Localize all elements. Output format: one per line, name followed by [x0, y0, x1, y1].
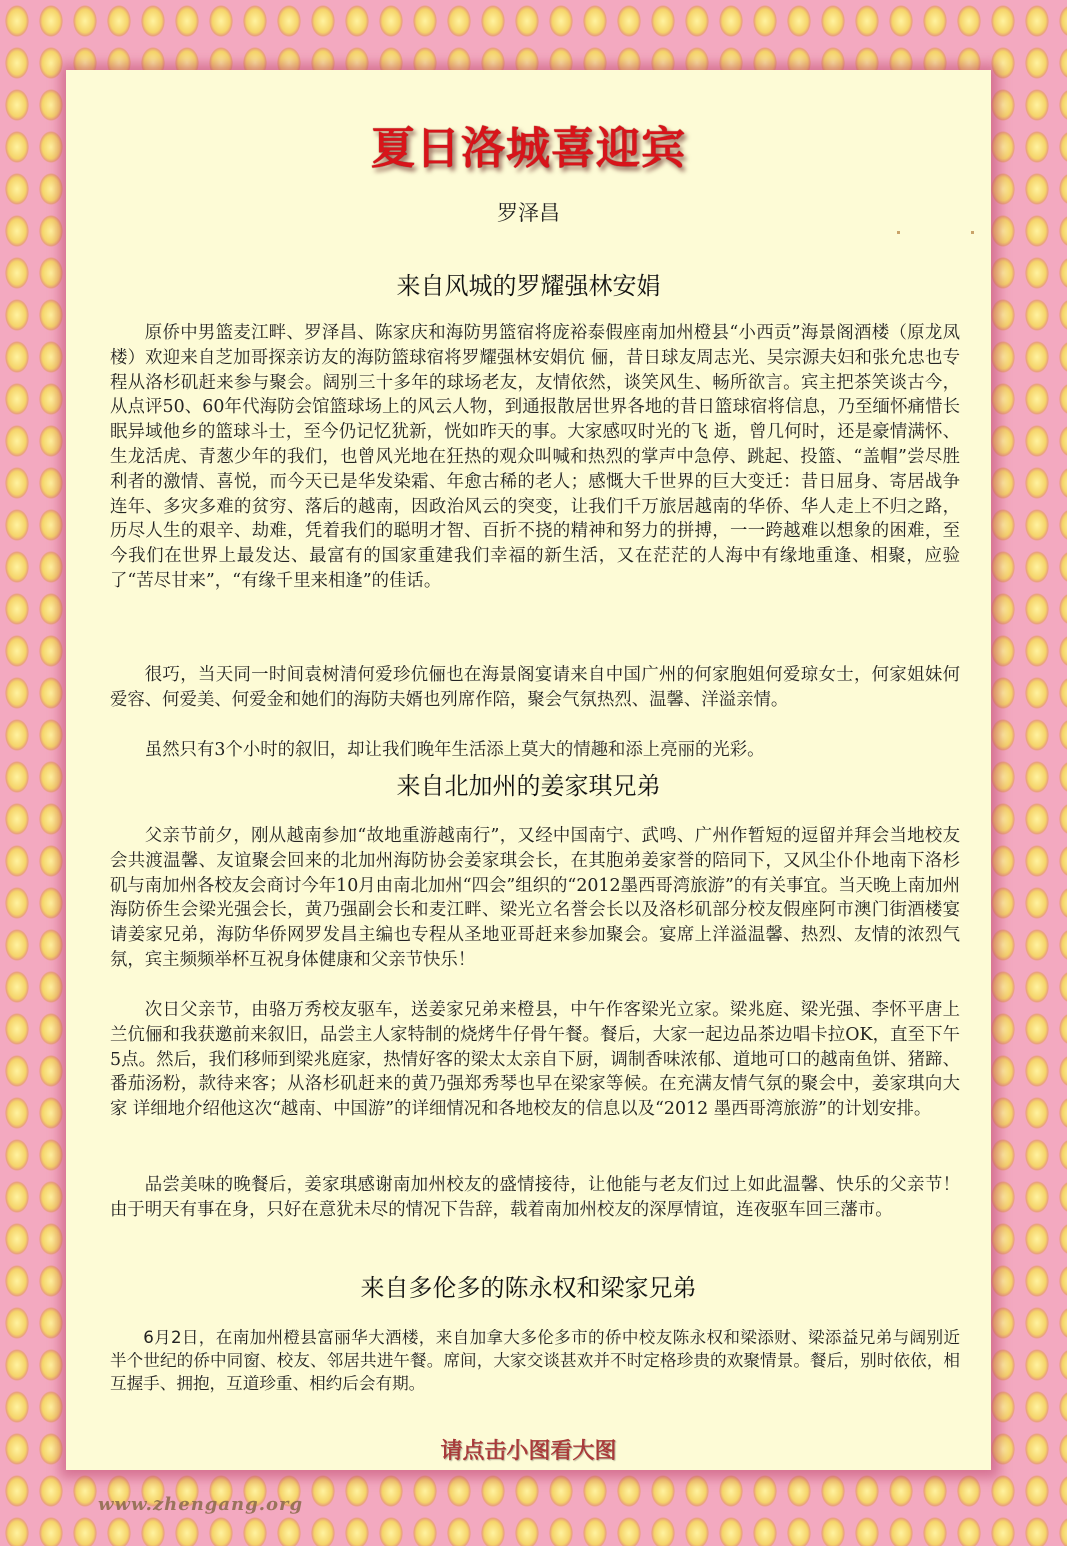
section-heading-3: 来自多伦多的陈永权和梁家兄弟 — [360, 1274, 697, 1302]
decorative-dot — [971, 231, 974, 234]
section-3-paragraph-1: 6月2日，在南加州橙县富丽华大酒楼，来自加拿大多伦多市的侨中校友陈永权和梁添财、梁添益兄弟与阔别近半个世纪的侨中同窗、校友、邻居共进午餐。席间，大家交谈甚欢并不时定格珍贵的欢聚情景。餐后，别时依依，相互握手、拥抱，互道珍重、相约后会有期。 — [110, 1328, 960, 1393]
article-title: 夏日洛城喜迎宾 — [371, 123, 686, 174]
section-heading-2: 来自北加州的姜家琪兄弟 — [396, 772, 661, 800]
section-1-paragraph-2: 很巧，当天同一时间袁树清何爱珍伉俪也在海景阁宴请来自中国广州的何家胞姐何爱琼女士，何家姐妹何爱容、何爱美、何爱金和她们的海防夫婿也列席作陪，聚会气氛热烈、温馨、洋溢亲情。 — [110, 665, 960, 710]
site-watermark: www.zhengang.org — [98, 1494, 304, 1515]
section-1-paragraph-1: 原侨中男篮麦江畔、罗泽昌、陈家庆和海防男篮宿将庞裕泰假座南加州橙县“小西贡”海景阁酒楼（原龙凤楼）欢迎来自芝加哥探亲访友的海防篮球宿将罗耀强林安娟伉 俪，昔日球友周志光、吴宗源夫妇和张允忠也专程从洛杉矶赶来参与聚会。阔别三十多年的球场老友，友情依然，谈笑风生、畅所欲言。宾主把茶笑谈古今，从点评50、60年代海防会馆篮球场上的风云人物，到通报散居世界各地的昔日篮球宿将信息，乃至缅怀痛惜长眠异域他乡的篮球斗士，至今仍记忆犹新，恍如昨天的事。大家感叹时光的飞 逝，曾几何时，还是豪情满怀、生龙活虎、青葱少年的我们，也曾风光地在狂热的观众叫喊和热烈的掌声中急停、跳起、投篮、“盖帽”尝尽胜利者的激情、喜悦，而今天已是华发染霜、年愈古稀的老人；感慨大千世界的巨大变迁：昔日屈身、寄居战争连年、多灾多难的贫穷、落后的越南，因政治风云的突变，让我们千万旅居越南的华侨、华人走上不归之路，历尽人生的艰辛、劫难，凭着我们的聪明才智、百折不挠的精神和努力的拼搏，一一跨越难以想象的困难，至今我们在世界上最发达、最富有的国家重建我们幸福的新生活，又在茫茫的人海中有缘地重逢、相聚，应验了“苦尽甘来”，“有缘千里来相逢”的佳话。 — [110, 323, 960, 591]
section-2-paragraph-2: 次日父亲节，由骆万秀校友驱车，送姜家兄弟来橙县，中午作客梁光立家。梁兆庭、梁光强、李怀平唐上兰伉俪和我获邀前来叙旧，品尝主人家特制的烧烤牛仔骨午餐。餐后，大家一起边品茶边唱卡拉OK，直至下午5点。然后，我们移师到梁兆庭家，热情好客的梁太太亲自下厨，调制香味浓郁、道地可口的越南鱼饼、猪蹄、番茄汤粉，款待来客；从洛杉矶赶来的黄乃强郑秀琴也早在梁家等候。在充满友情气氛的聚会中，姜家琪向大家 详细地介绍他这次“越南、中国游”的详细情况和各地校友的信息以及“2012 墨西哥湾旅游”的计划安排。 — [110, 1000, 960, 1120]
article-author: 罗泽昌 — [497, 201, 560, 225]
section-2-paragraph-1: 父亲节前夕，刚从越南参加“故地重游越南行”，又经中国南宁、武鸣、广州作暂短的逗留并拜会当地校友会共渡温馨、友谊聚会回来的北加州海防协会姜家琪会长，在其胞弟姜家誉的陪同下，又风尘仆仆地南下洛杉矶与南加州各校友会商讨今年10月由南北加州“四会”组织的“2012墨西哥湾旅游”的有关事宜。当天晚上南加州海防侨生会梁光强会长，黄乃强副会长和麦江畔、梁光立名誉会长以及洛杉矶部分校友假座阿市澳门街酒楼宴请姜家兄弟，海防华侨网罗发昌主编也专程从圣地亚哥赶来参加聚会。宴席上洋溢温馨、热烈、友情的浓烈气氛，宾主频频举杯互祝身体健康和父亲节快乐！ — [110, 826, 960, 970]
section-heading-1: 来自风城的罗耀强林安娟 — [396, 272, 661, 300]
article-panel — [66, 70, 991, 1470]
section-2-paragraph-3: 品尝美味的晚餐后，姜家琪感谢南加州校友的盛情接待，让他能与老友们过上如此温馨、快乐的父亲节！由于明天有事在身，只好在意犹未尽的情况下告辞，载着南加州校友的深厚情谊，连夜驱车回三藩市。 — [110, 1175, 960, 1220]
click-thumbnail-note[interactable]: 请点击小图看大图 — [440, 1439, 617, 1464]
decorative-dot — [897, 231, 900, 234]
section-1-paragraph-3: 虽然只有3个小时的叙旧，却让我们晚年生活添上莫大的情趣和添上亮丽的光彩。 — [144, 740, 765, 760]
